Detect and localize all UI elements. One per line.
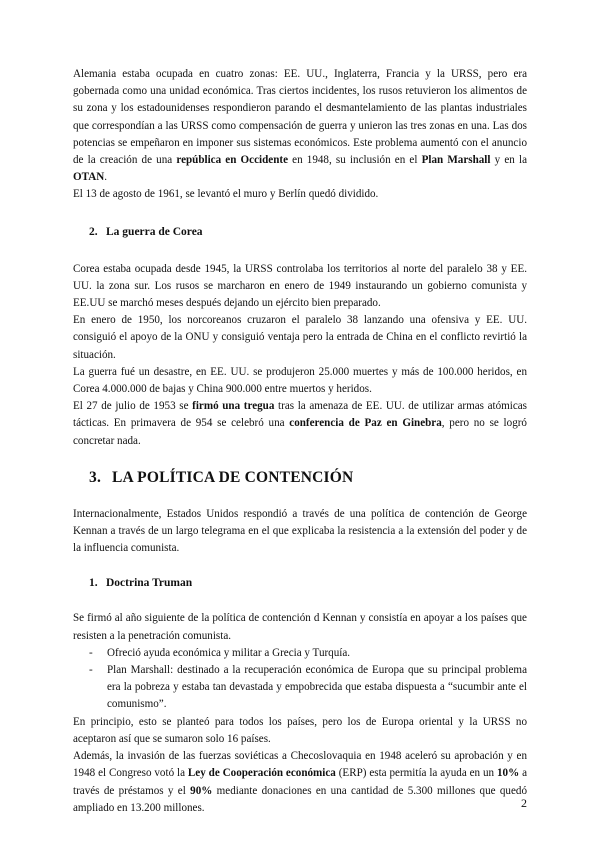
text-run: Alemania estaba ocupada en cuatro zonas: EE. UU., Inglaterra, Francia y la URSS, pero era gobernada como una unidad económica. Tras ciertos incidentes, los rusos retuvieron los alimentos de su zona y los estadounidenses respondieron parando el desmantelamiento de las plantas industriales que correspondían a las URSS como compensación de guerra y unieron las tres zonas en una. Las dos potencias se empeñaron en imponer sus sistemas económicos. Este problema aumentó con el anuncio de la creación de una [73, 68, 527, 167]
text-run: tras la amenaza de EE. UU. de utilizar armas atómicas tácticas. En primavera de 954 se celebró una [73, 400, 528, 430]
document-body [73, 66, 527, 817]
heading-number: 2. [89, 225, 98, 238]
paragraph-korea-truce [73, 398, 527, 450]
paragraph-berlin-wall: El 13 de agosto de 1961, se levantó el muro y Berlín quedó dividido. [73, 188, 379, 201]
paragraph-korea-casualties: La guerra fué un desastre, en EE. UU. se produjeron 25.000 muertes y más de 100.000 heridos, en Corea 4.000.000 de bajas y China 900.000 entre muertos y heridos. [73, 365, 527, 396]
dash-bullet: - [89, 664, 93, 677]
list-item-text: Ofreció ayuda económica y militar a Grecia y Turquía. [107, 646, 351, 659]
text-run: , pero no se logró concretar nada. [73, 417, 527, 447]
text-run: y en la [490, 154, 527, 167]
paragraph-containment: Internacionalmente, Estados Unidos respondió a través de una política de contención de George Kennan a través de un largo telegrama en el que explicaba la resistencia a la extensión del poder y de la influencia comunista. [73, 507, 527, 555]
bold-term: 10% [496, 767, 520, 780]
heading-number: 1. [89, 577, 98, 590]
paragraph-truman: Se firmó al año siguiente de la política de contención d Kennan y consistía en apoyar a los países que resisten a la penetración comunista. [73, 612, 527, 642]
list-item [73, 645, 527, 662]
page-number: 2 [521, 796, 527, 810]
paragraph-marshall-adoption: En principio, esto se planteó para todos los países, pero los de Europa oriental y la URSS no aceptaron así que se sumaron solo 16 países. [73, 715, 527, 745]
bold-term: Plan Marshall [421, 154, 491, 167]
text-run: a través de préstamos y el [73, 767, 527, 797]
paragraph-korea-occupation: Corea estaba ocupada desde 1945, la URSS controlaba los territorios al norte del paralelo 38 y EE. UU. la zona sur. Los rusos se marcharon en enero de 1949 instaurando un gobierno comunista y EE.UU se marchó meses después dejando un ejército bien preparado. [73, 262, 527, 310]
heading-title: LA POLÍTICA DE CONTENCIÓN [112, 468, 354, 486]
list-item [73, 662, 527, 714]
bold-term: conferencia de Paz en Ginebra [289, 417, 442, 430]
text-run: (ERP) esta permitía la ayuda en un [335, 767, 497, 780]
bold-term: Ley de Cooperación económica [187, 767, 336, 780]
heading-title: Doctrina Truman [106, 577, 193, 590]
bold-term: 90% [190, 784, 213, 797]
heading-korean-war [73, 224, 527, 241]
paragraph-korea-offensive: En enero de 1950, los norcoreanos cruzaron el paralelo 38 lanzando una ofensiva y EE. UU. consiguió el apoyo de la ONU y consiguió ventaja pero la entrada de China en el conflicto revirtió la situación. [73, 314, 527, 361]
bold-term: OTAN [73, 171, 105, 184]
text-run: El 27 de julio de 1953 se [73, 400, 193, 413]
heading-title: La guerra de Corea [106, 225, 203, 238]
text-run: mediante donaciones en una cantidad de 5.300 millones que quedó ampliado en 13.200 millones. [73, 784, 527, 814]
dash-bullet: - [89, 646, 93, 659]
bold-term: firmó una tregua [192, 400, 275, 413]
heading-containment-policy [73, 468, 527, 488]
text-run: . [104, 171, 108, 184]
paragraph-germany-zones [73, 66, 527, 186]
text-run: Además, la invasión de las fuerzas soviéticas a Checoslovaquia en 1948 aceleró su aprobación y en 1948 el Congreso votó la [73, 750, 527, 780]
heading-number: 3. [89, 468, 102, 486]
text-run: en 1948, su inclusión en el [288, 154, 422, 167]
truman-bullet-list [73, 645, 527, 714]
bold-term: república en Occidente [176, 154, 288, 167]
paragraph-erp-law [73, 748, 527, 817]
list-item-text: Plan Marshall: destinado a la recuperación económica de Europa que su principal problema era la pobreza y estaba tan devastada y empobrecida que estaba dispuesta a “sucumbir ante el comunismo”. [107, 664, 527, 711]
heading-truman-doctrine [73, 575, 527, 592]
